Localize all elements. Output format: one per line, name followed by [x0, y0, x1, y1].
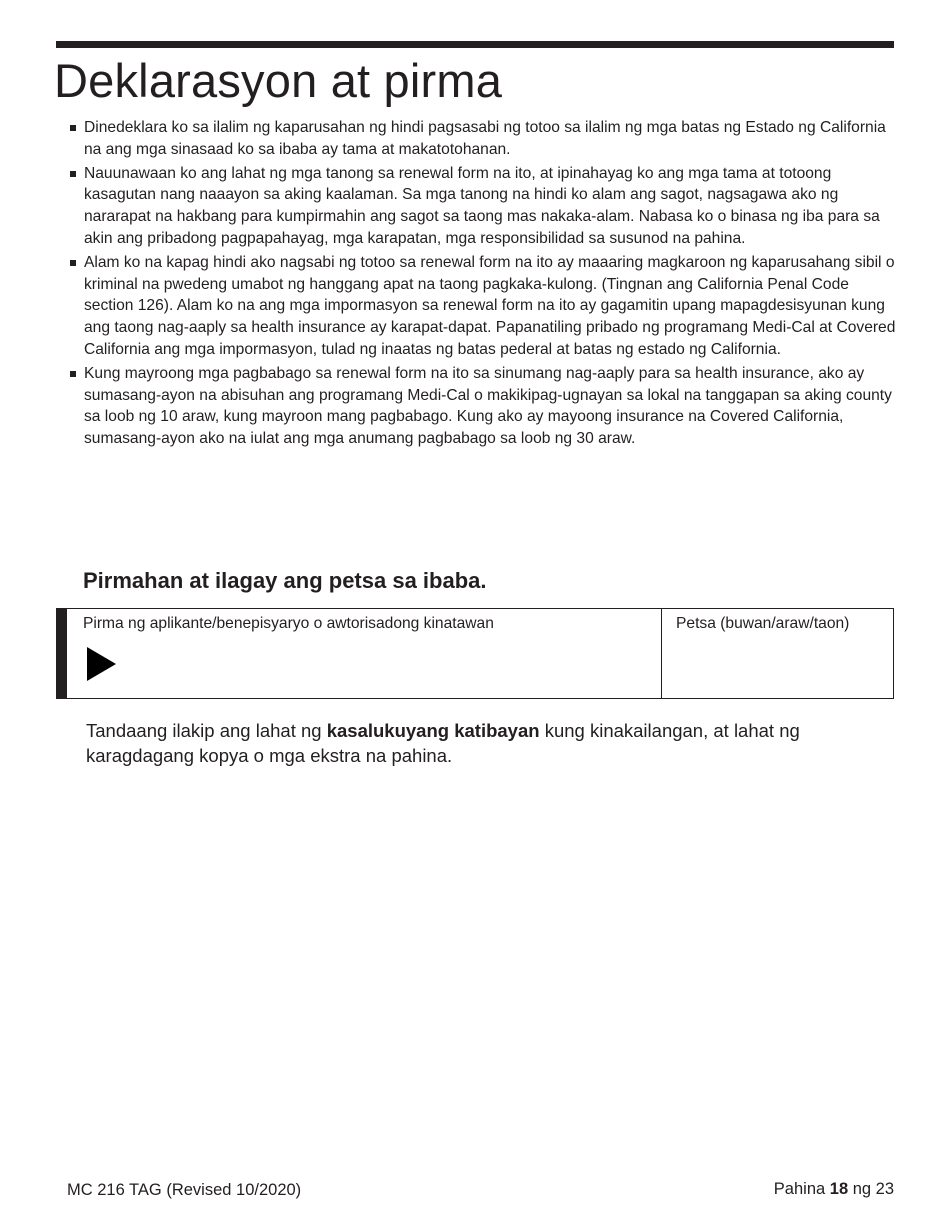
list-item: [68, 252, 896, 361]
current-page: 18: [829, 1180, 849, 1198]
reminder-text-start: Tandaang ilakip ang lahat ng: [86, 720, 327, 741]
list-item: [68, 363, 896, 450]
bullet-square-icon: [70, 371, 76, 377]
bullet-square-icon: [70, 260, 76, 266]
bullet-square-icon: [70, 171, 76, 177]
declaration-text: Alam ko na kapag hindi ako nagsabi ng totoo sa renewal form na ito ay maaaring magkaroon ng kaparusahang sibil o kriminal na pwedeng umabot ng hanggang apat na taong pagkaka-kulong. (Tingnan ang California Penal Code section 126). Alam ko na ang mga impormasyon sa renewal form na ito ay gagamitin upang mapagdesisyunan kung ang taong nag-aaply sa health insurance ay karapat-dapat. Papanatiling pribado ng programang Medi-Cal at Covered California ang mga impormasyon, tulad ng inaatas ng batas pederal at batas ng estado ng California.: [84, 253, 896, 358]
date-field[interactable]: [662, 609, 893, 698]
page-suffix: ng 23: [848, 1180, 894, 1198]
signature-field[interactable]: [67, 609, 662, 698]
signature-box: [56, 608, 894, 699]
declaration-text: Dinedeklara ko sa ilalim ng kaparusahan ng hindi pagsasabi ng totoo sa ilalim ng mga batas ng Estado ng California na ang mga sinasaad ko sa ibaba ay tama at makatotohanan.: [84, 119, 886, 158]
form-id: MC 216 TAG (Revised 10/2020): [67, 1181, 302, 1199]
page-title: Deklarasyon at pirma: [54, 54, 503, 107]
reminder-text-end: kung kinakailangan, at lahat ng karagdagang kopya o mga ekstra na pahina.: [86, 720, 800, 766]
date-label: Petsa (buwan/araw/taon): [676, 615, 850, 632]
signature-heading: Pirmahan at ilagay ang petsa sa ibaba.: [83, 568, 487, 593]
declaration-list: [68, 117, 896, 452]
reminder-emphasis: kasalukuyang katibayan: [326, 720, 540, 741]
sign-here-arrow-icon: [87, 647, 116, 681]
bullet-square-icon: [70, 125, 76, 131]
declaration-text: Nauunawaan ko ang lahat ng mga tanong sa renewal form na ito, at ipinahayag ko ang mga tama at totoong kasagutan nang naaayon sa aking kaalaman. Sa mga tanong na hindi ko alam ang sagot, nagsagawa ako ng nararapat na hakbang para kumpirmahin ang sagot sa taong mas nakaka-alam. Nabasa ko o binasa ng iba para sa akin ang pribadong pagpapahayag, mga karapatan, mga responsibilidad sa susunod na pahina.: [84, 164, 880, 247]
attachment-reminder: [86, 718, 896, 768]
signature-label: Pirma ng aplikante/benepisyaryo o awtorisadong kinatawan: [83, 615, 494, 632]
page-prefix: Pahina: [773, 1180, 830, 1198]
top-rule: [56, 41, 894, 48]
list-item: [68, 117, 896, 161]
page-number: [774, 1179, 894, 1199]
list-item: [68, 163, 896, 250]
declaration-text: Kung mayroong mga pagbabago sa renewal form na ito sa sinumang nag-aaply para sa health insurance, ako ay sumasang-ayon na abisuhan ang programang Medi-Cal o makikipag-ugnayan sa lokal na tanggapan sa aking county sa loob ng 10 araw, kung mayroon mang pagbabago. Kung ako ay mayoong insurance na Covered California, sumasang-ayon ako na iulat ang mga anumang pagbabago sa loob ng 30 araw.: [84, 364, 892, 448]
